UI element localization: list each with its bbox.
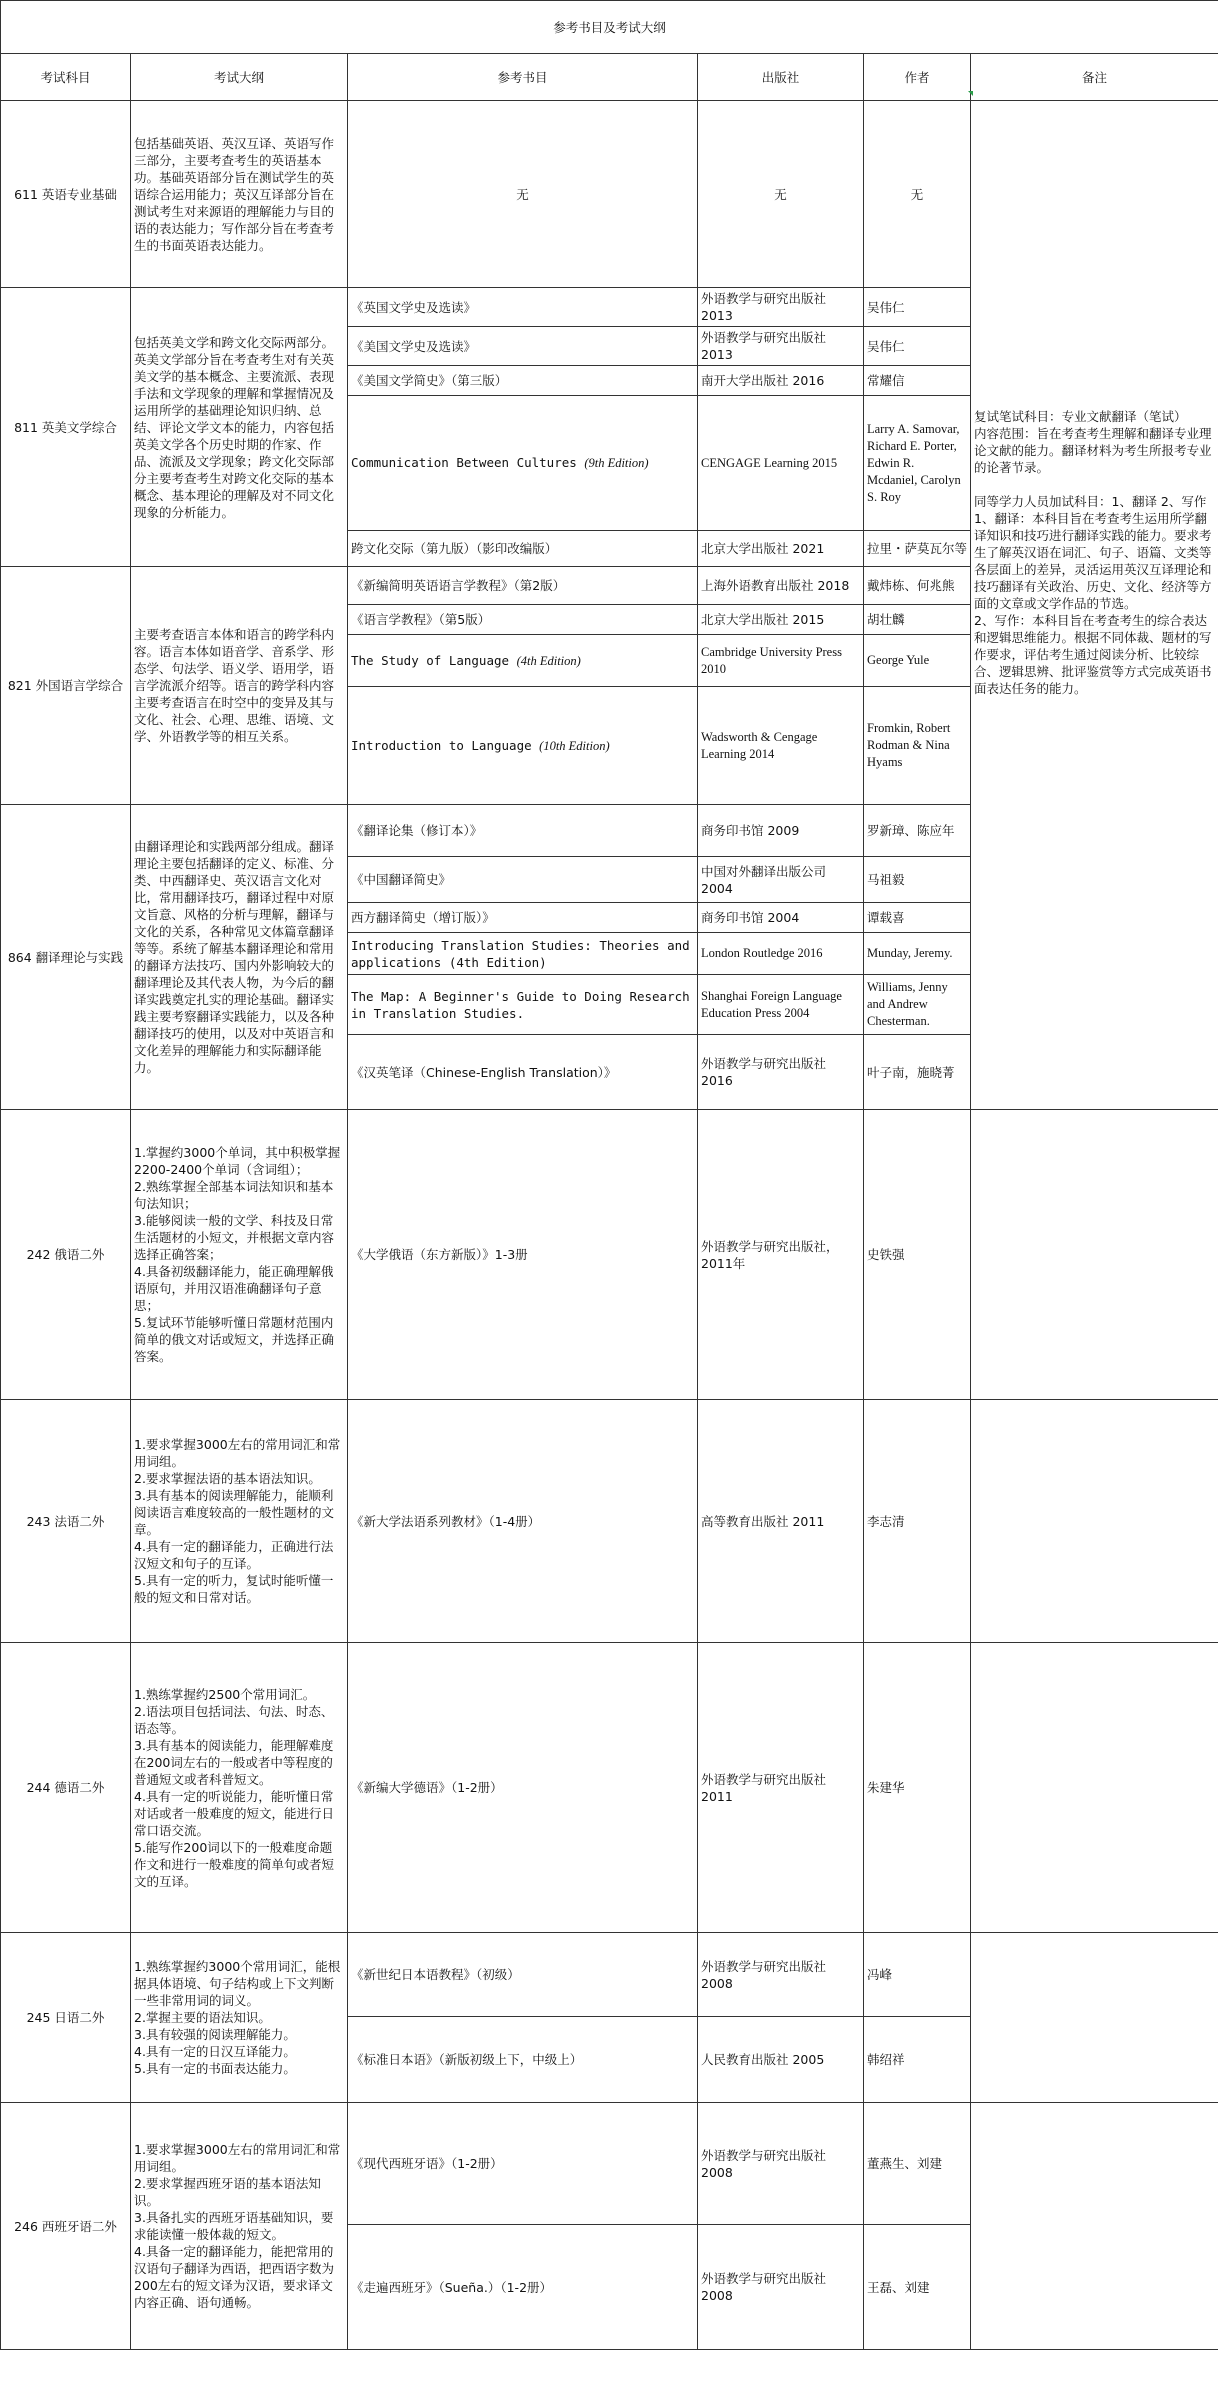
book-title: 西方翻译简史（增订版）》: [351, 910, 495, 925]
syllabus-cell[interactable]: 1.熟练掌握约3000个常用词汇，能根据具体语境、句子结构或上下文判断一些非常用词的词义。 2.掌握主要的语法知识。 3.具有较强的阅读理解能力。 4.具有一定的日汉互译能力。 5.具有一定的书面表达能力。: [131, 1933, 348, 2103]
subject-cell[interactable]: 242 俄语二外: [1, 1110, 131, 1400]
book-title-cell[interactable]: [348, 288, 698, 327]
book-title: 无: [516, 186, 529, 202]
publisher-cell[interactable]: 外语教学与研究出版社 2008: [698, 2103, 864, 2225]
book-title-cell[interactable]: [348, 635, 698, 687]
book-title-cell[interactable]: [348, 1035, 698, 1110]
author-cell[interactable]: Williams, Jenny and Andrew Chesterman.: [864, 975, 971, 1035]
book-title: 《新编大学德语》（1-2册）: [351, 1780, 503, 1795]
book-title: 《中国翻译简史》: [351, 872, 452, 887]
syllabus-cell[interactable]: 1.熟练掌握约2500个常用词汇。 2.语法项目包括词法、句法、时态、语态等。 3.具有基本的阅读能力，能理解难度在200词左右的一般或者中等程度的普通短文或者科普短文。 4.具有一定的听说能力，能听懂日常对话或者一般难度的短文，能进行日常口语交流。 5.能写作200词以下的一般难度命题作文和进行一般难度的简单句或者短文的互译。: [131, 1643, 348, 1933]
book-title: Introducing Translation Studies: Theories and applications (4th Edition): [351, 937, 690, 970]
book-title: 《新世纪日本语教程》（初级）: [351, 1967, 520, 1982]
book-title: 《英国文学史及选读》: [351, 299, 477, 315]
author-cell[interactable]: 王磊、刘建: [864, 2225, 971, 2350]
book-title-cell[interactable]: [348, 2103, 698, 2225]
table-row: [1, 1933, 1218, 2017]
author-cell[interactable]: 常耀信: [864, 366, 971, 396]
publisher-cell[interactable]: 外语教学与研究出版社 2013: [698, 288, 864, 327]
remark-cell-empty[interactable]: [971, 1110, 1218, 1400]
book-title: 《汉英笔译（Chinese-English Translation）》: [351, 1064, 617, 1080]
header-publisher[interactable]: 出版社: [698, 54, 864, 101]
header-books[interactable]: 参考书目: [348, 54, 698, 101]
subject-cell[interactable]: 246 西班牙语二外: [1, 2103, 131, 2350]
book-title-cell[interactable]: [348, 327, 698, 366]
publisher-cell[interactable]: 外语教学与研究出版社 2011: [698, 1643, 864, 1933]
author-cell[interactable]: Munday, Jeremy.: [864, 933, 971, 975]
book-title-cell[interactable]: [348, 2017, 698, 2103]
table-row: [1, 1643, 1218, 1933]
publisher-cell[interactable]: 北京大学出版社 2015: [698, 605, 864, 635]
remark-cell-empty[interactable]: [971, 1400, 1218, 1643]
publisher-cell[interactable]: 外语教学与研究出版社，2011年: [698, 1110, 864, 1400]
book-title: 《美国文学简史》（第三版）: [351, 373, 508, 388]
header-remark[interactable]: 备注: [971, 54, 1218, 101]
subject-cell[interactable]: 245 日语二外: [1, 1933, 131, 2103]
book-title: Introduction to Language: [351, 737, 532, 753]
book-title-cell[interactable]: [348, 805, 698, 857]
subject-cell[interactable]: 244 德语二外: [1, 1643, 131, 1933]
subject-cell[interactable]: 243 法语二外: [1, 1400, 131, 1643]
publisher-cell[interactable]: Wadsworth & Cengage Learning 2014: [698, 687, 864, 805]
book-title-cell[interactable]: [348, 366, 698, 396]
publisher-cell[interactable]: Cambridge University Press 2010: [698, 635, 864, 687]
book-title-cell[interactable]: [348, 531, 698, 567]
publisher-cell[interactable]: 上海外语教育出版社 2018: [698, 567, 864, 605]
book-title: The Map: A Beginner's Guide to Doing Research in Translation Studies.: [351, 988, 690, 1021]
book-title: 《走遍西班牙》（Sueña.）（1-2册）: [351, 2279, 553, 2295]
syllabus-cell[interactable]: 1.要求掌握3000左右的常用词汇和常用词组。 2.要求掌握法语的基本语法知识。 3.具有基本的阅读理解能力，能顺利阅读语言难度较高的一般性题材的文章。 4.具有一定的翻译能力，正确进行法汉短文和句子的互译。 5.具有一定的听力，复试时能听懂一般的短文和日常对话。: [131, 1400, 348, 1643]
publisher-cell[interactable]: 高等教育出版社 2011: [698, 1400, 864, 1643]
author-cell[interactable]: 戴炜栋、何兆熊: [864, 567, 971, 605]
author-cell[interactable]: 谭载喜: [864, 903, 971, 933]
publisher-cell[interactable]: 商务印书馆 2004: [698, 903, 864, 933]
book-title-cell[interactable]: [348, 101, 698, 288]
book-title-cell[interactable]: [348, 1643, 698, 1933]
book-title-cell[interactable]: [348, 903, 698, 933]
book-title: 《语言学教程》（第5版）: [351, 612, 491, 627]
book-edition: (4th Edition): [516, 653, 581, 668]
book-title-cell[interactable]: [348, 1400, 698, 1643]
remark-text: 复试笔试科目：专业文献翻译（笔试） 内容范围：旨在考查考生理解和翻译专业理论文献的能力。翻译材料为考生所报考专业的论著节录。 同等学力人员加试科目：1、翻译 2、写作 1、翻译：本科目旨在考查考生运用所学翻译知识和技巧进行翻译实践的能力。要求考生了解英汉语在词汇、句子、语篇、文类等各层面上的差异，灵活运用英汉互译理论和技巧翻译有关政治、历史、文化、经济等方面的文章或文学作品的节选。 2、写作：本科目旨在考查考生的综合表达和逻辑思维能力。根据不同体裁、题材的写作要求，评估考生通过阅读分析、比较综合、逻辑思辨、批评鉴赏等方式完成英语书面表达任务的能力。: [974, 409, 1212, 696]
book-title-cell[interactable]: [348, 2225, 698, 2350]
book-title: 《标准日本语》（新版初级上下，中级上）: [351, 2052, 583, 2067]
syllabus-cell[interactable]: 主要考查语言本体和语言的跨学科内容。语言本体如语音学、音系学、形态学、句法学、语义学、语用学，语言学流派介绍等。语言的跨学科内容主要考查语言在时空中的变异及其与文化、社会、心理、思维、语境、文学、外语教学等的相互关系。: [131, 567, 348, 805]
author-cell[interactable]: 罗新璋、陈应年: [864, 805, 971, 857]
syllabus-cell[interactable]: 1.掌握约3000个单词，其中积极掌握2200-2400个单词（含词组）； 2.熟练掌握全部基本词法知识和基本句法知识； 3.能够阅读一般的文学、科技及日常生活题材的小短文，并根据文章内容选择正确答案； 4.具备初级翻译能力，能正确理解俄语原句，并用汉语准确翻译句子意思； 5.复试环节能够听懂日常题材范围内简单的俄文对话或短文，并选择正确答案。: [131, 1110, 348, 1400]
book-title-cell[interactable]: [348, 933, 698, 975]
syllabus-cell[interactable]: 包括英美文学和跨文化交际两部分。英美文学部分旨在考查考生对有关英美文学的基本概念、主要流派、表现手法和文学现象的理解和掌握情况及运用所学的基础理论知识归纳、总结、评论文学文本的能力，内容包括英美文学各个历史时期的作家、作品、流派及文学现象；跨文化交际部分主要考查考生对跨文化交际的基本概念、基本理论的理解及对不同文化现象的分析能力。: [131, 288, 348, 567]
author-cell[interactable]: 李志清: [864, 1400, 971, 1643]
publisher-cell[interactable]: 北京大学出版社 2021: [698, 531, 864, 567]
book-title-cell[interactable]: [348, 1110, 698, 1400]
author-cell[interactable]: George Yule: [864, 635, 971, 687]
book-title-cell[interactable]: [348, 567, 698, 605]
author-cell[interactable]: 朱建华: [864, 1643, 971, 1933]
book-title: 跨文化交际（第九版）（影印改编版）: [351, 541, 558, 556]
table-row: [1, 1400, 1218, 1643]
book-title: Communication Between Cultures: [351, 455, 577, 470]
syllabus-cell[interactable]: 包括基础英语、英汉互译、英语写作三部分，主要考查考生的英语基本功。基础英语部分旨在测试学生的英语综合运用能力；英汉互译部分旨在测试考生对来源语的理解能力与目的语的表达能力；写作部分旨在考查考生的书面英语表达能力。: [131, 101, 348, 288]
subject-cell[interactable]: 864 翻译理论与实践: [1, 805, 131, 1110]
book-title: 《新编简明英语语言学教程》（第2版）: [351, 578, 566, 593]
book-title-cell[interactable]: [348, 857, 698, 903]
table-title: 参考书目及考试大纲: [1, 1, 1218, 54]
book-title-cell[interactable]: [348, 605, 698, 635]
publisher-cell[interactable]: CENGAGE Learning 2015: [698, 396, 864, 531]
author-cell[interactable]: 吴伟仁: [864, 327, 971, 366]
table-row: [1, 2103, 1218, 2225]
author-cell[interactable]: 胡壮麟: [864, 605, 971, 635]
book-title: 《现代西班牙语》（1-2册）: [351, 2156, 503, 2171]
header-author[interactable]: 作者: [864, 54, 971, 101]
syllabus-cell[interactable]: 1.要求掌握3000左右的常用词汇和常用词组。 2.要求掌握西班牙语的基本语法知识。 3.具备扎实的西班牙语基础知识，要求能读懂一般体裁的短文。 4.具备一定的翻译能力，能把常用的汉语句子翻译为西语，把西语字数为200左右的短文译为汉语，要求译文内容正确、语句通畅。: [131, 2103, 348, 2350]
book-title: 《新大学法语系列教材》（1-4册）: [351, 1513, 541, 1529]
book-title-cell[interactable]: [348, 1933, 698, 2017]
book-edition: (9th Edition): [584, 456, 649, 470]
remark-cell-empty[interactable]: [971, 1643, 1218, 1933]
author-cell[interactable]: Larry A. Samovar, Richard E. Porter, Edwin R. Mcdaniel, Carolyn S. Roy: [864, 396, 971, 531]
title-row: [1, 1, 1218, 54]
book-edition: (10th Edition): [539, 738, 610, 753]
author-cell[interactable]: 叶子南，施晓菁: [864, 1035, 971, 1110]
publisher-cell[interactable]: 商务印书馆 2009: [698, 805, 864, 857]
publisher-cell[interactable]: Shanghai Foreign Language Education Press 2004: [698, 975, 864, 1035]
book-title-cell[interactable]: [348, 975, 698, 1035]
book-title: The Study of Language: [351, 652, 510, 668]
publisher-cell[interactable]: 南开大学出版社 2016: [698, 366, 864, 396]
comment-indicator-icon[interactable]: [968, 91, 973, 96]
publisher-cell[interactable]: 外语教学与研究出版社 2008: [698, 2225, 864, 2350]
author-cell[interactable]: 无: [864, 101, 971, 288]
author-cell[interactable]: 韩绍祥: [864, 2017, 971, 2103]
subject-cell[interactable]: 811 英美文学综合: [1, 288, 131, 567]
table-row: [1, 101, 1218, 288]
author-cell[interactable]: 马祖毅: [864, 857, 971, 903]
publisher-cell[interactable]: 人民教育出版社 2005: [698, 2017, 864, 2103]
subject-cell[interactable]: 821 外国语言学综合: [1, 567, 131, 805]
header-row: [1, 54, 1218, 101]
book-title-cell[interactable]: [348, 687, 698, 805]
book-title: 《美国文学史及选读》: [351, 338, 477, 354]
author-cell[interactable]: 拉里・萨莫瓦尔等: [864, 531, 971, 567]
publisher-cell[interactable]: 外语教学与研究出版社 2008: [698, 1933, 864, 2017]
book-title-cell[interactable]: [348, 396, 698, 531]
header-syllabus[interactable]: 考试大纲: [131, 54, 348, 101]
publisher-cell[interactable]: 外语教学与研究出版社 2013: [698, 327, 864, 366]
author-cell[interactable]: 冯峰: [864, 1933, 971, 2017]
publisher-cell[interactable]: 无: [698, 101, 864, 288]
author-cell[interactable]: 吴伟仁: [864, 288, 971, 327]
publisher-cell[interactable]: 外语教学与研究出版社 2016: [698, 1035, 864, 1110]
syllabus-cell[interactable]: 由翻译理论和实践两部分组成。翻译理论主要包括翻译的定义、标准、分类、中西翻译史、英汉语言文化对比，常用翻译技巧，翻译过程中对原文旨意、风格的分析与理解，翻译与文化的关系，各种常见文体篇章翻译等等。系统了解基本翻译理论和常用的翻译方法技巧、国内外影响较大的翻译理论及其代表人物，为今后的翻译实践奠定扎实的理论基础。翻译实践主要考察翻译实践能力，以及各种翻译技巧的使用，以及对中英语言和文化差异的理解能力和实际翻译能力。: [131, 805, 348, 1110]
table-row: [1, 1110, 1218, 1400]
header-subject[interactable]: 考试科目: [1, 54, 131, 101]
author-cell[interactable]: 史铁强: [864, 1110, 971, 1400]
publisher-cell[interactable]: London Routledge 2016: [698, 933, 864, 975]
publisher-cell[interactable]: 中国对外翻译出版公司 2004: [698, 857, 864, 903]
remark-cell-empty[interactable]: [971, 2103, 1218, 2350]
author-cell[interactable]: Fromkin, Robert Rodman & Nina Hyams: [864, 687, 971, 805]
remark-cell-empty[interactable]: [971, 1933, 1218, 2103]
remark-cell[interactable]: [971, 101, 1218, 1110]
subject-cell[interactable]: 611 英语专业基础: [1, 101, 131, 288]
book-title: 《翻译论集（修订本）》: [351, 823, 483, 838]
author-cell[interactable]: 董燕生、刘建: [864, 2103, 971, 2225]
book-title: 《大学俄语（东方新版）》1-3册: [351, 1247, 528, 1262]
